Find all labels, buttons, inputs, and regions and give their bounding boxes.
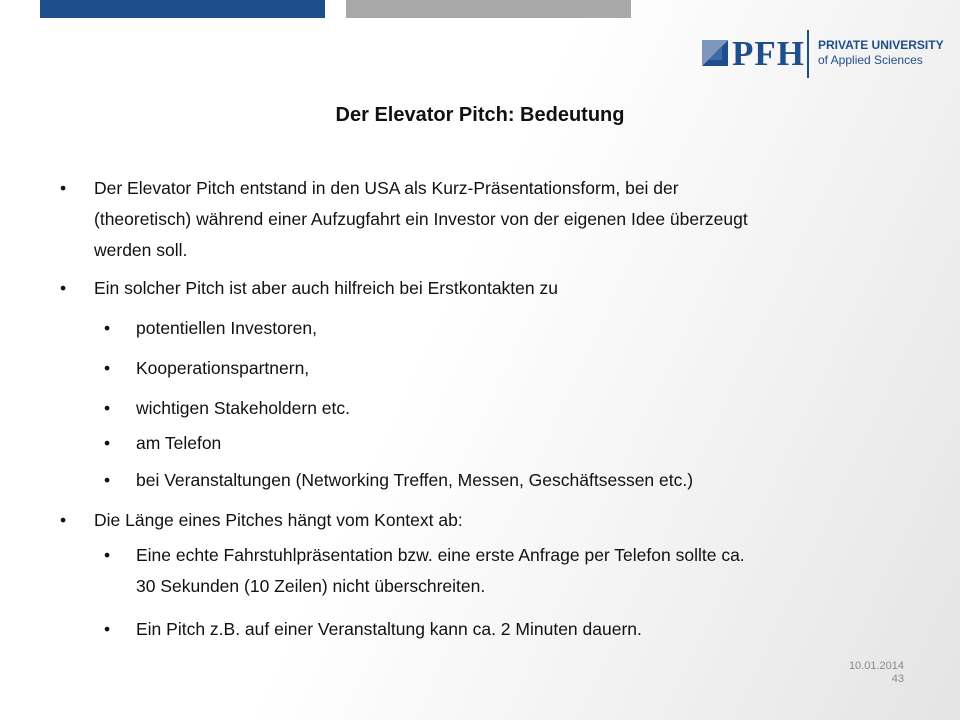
list-item bbox=[104, 540, 900, 602]
university-logo bbox=[702, 28, 944, 80]
bullet-icon: • bbox=[60, 510, 67, 530]
logo-wordmark: PFH bbox=[732, 34, 805, 73]
list-item-text: Die Länge eines Pitches hängt vom Kontext ab: bbox=[94, 510, 463, 530]
page-number: 43 bbox=[891, 673, 904, 685]
bullet-icon: • bbox=[60, 178, 67, 198]
bullet-icon: • bbox=[104, 318, 111, 338]
list-item-text: potentiellen Investoren, bbox=[136, 318, 317, 338]
bullet-icon: • bbox=[104, 433, 111, 453]
slide-title: Der Elevator Pitch: Bedeutung bbox=[335, 104, 625, 126]
list-item-text: Ein Pitch z.B. auf einer Veranstaltung kann ca. 2 Minuten dauern. bbox=[136, 619, 642, 639]
list-item bbox=[60, 505, 900, 536]
bullet-icon: • bbox=[104, 358, 111, 378]
logo-divider bbox=[807, 30, 809, 78]
header-bar-gray bbox=[346, 0, 631, 18]
header-bar-blue bbox=[40, 0, 325, 18]
bullet-icon: • bbox=[104, 619, 111, 639]
list-item-text: Eine echte Fahrstuhlpräsentation bzw. eine erste Anfrage per Telefon sollte ca. bbox=[136, 545, 745, 565]
list-item-text: wichtigen Stakeholdern etc. bbox=[136, 398, 351, 418]
list-item bbox=[104, 393, 900, 424]
list-item-text: bei Veranstaltungen (Networking Treffen, Messen, Geschäftsessen etc.) bbox=[136, 470, 694, 490]
pfh-logo-mark-icon bbox=[702, 40, 728, 66]
list-item-text: Kooperationspartnern, bbox=[136, 358, 310, 378]
list-item-text: 30 Sekunden (10 Zeilen) nicht überschreiten. bbox=[136, 576, 486, 596]
bullet-icon: • bbox=[104, 398, 111, 418]
list-item bbox=[60, 173, 900, 266]
list-item-text: am Telefon bbox=[136, 433, 222, 453]
list-item bbox=[104, 353, 900, 384]
list-item bbox=[60, 273, 900, 304]
list-item bbox=[104, 313, 900, 344]
list-item-text: Ein solcher Pitch ist aber auch hilfreich bei Erstkontakten zu bbox=[94, 278, 558, 298]
logo-subtitle-line1: PRIVATE UNIVERSITY bbox=[818, 38, 944, 52]
list-item-text: werden soll. bbox=[94, 240, 188, 260]
bullet-icon: • bbox=[104, 470, 111, 490]
list-item-text: (theoretisch) während einer Aufzugfahrt ein Investor von der eigenen Idee überzeugt bbox=[94, 209, 748, 229]
list-item-text: Der Elevator Pitch entstand in den USA als Kurz-Präsentationsform, bei der bbox=[94, 178, 679, 198]
logo-subtitle-line2: of Applied Sciences bbox=[818, 53, 923, 67]
footer-date: 10.01.2014 bbox=[848, 660, 904, 672]
bullet-icon: • bbox=[104, 545, 111, 565]
bullet-icon: • bbox=[60, 278, 67, 298]
list-item bbox=[104, 614, 900, 645]
list-item bbox=[104, 465, 900, 496]
list-item bbox=[104, 428, 900, 459]
